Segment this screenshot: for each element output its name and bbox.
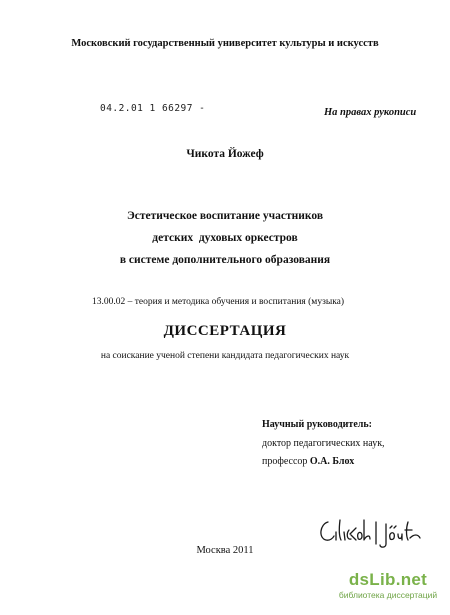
supervisor-degree: доктор педагогических наук, [262,437,385,449]
dslib-watermark [326,570,450,600]
supervisor-block [262,416,385,472]
title-line-1: Эстетическое воспитание участников [126,210,324,222]
watermark-logo: dsLib.net [348,570,428,589]
supervisor-title [262,453,385,472]
manuscript-rights-note: На правах рукописи [324,107,417,118]
supervisor-title-prefix: профессор [262,456,310,467]
dissertation-title [0,205,450,271]
archive-stamp: 04.2.01 1 66297 - [100,103,206,114]
supervisor-label: Научный руководитель: [262,419,372,430]
title-line-3: в системе дополнительного образования [119,254,331,266]
document-type: ДИССЕРТАЦИЯ [163,323,287,339]
specialty-code: 13.00.02 – теория и методика обучения и воспитания (музыка) [92,297,345,307]
supervisor-name: О.А. Блох [309,456,355,467]
university-name: Московский государственный университет культуры и искусств [71,38,379,49]
watermark-subtitle: библиотека диссертаций [338,590,438,600]
city-year: Москва 2011 [196,545,254,556]
author-name: Чикота Йожеф [186,148,264,160]
title-line-2: детских духовых оркестров [152,232,298,244]
degree-sought: на соискание ученой степени кандидата педагогических наук [100,351,350,361]
signature-image [314,510,424,550]
